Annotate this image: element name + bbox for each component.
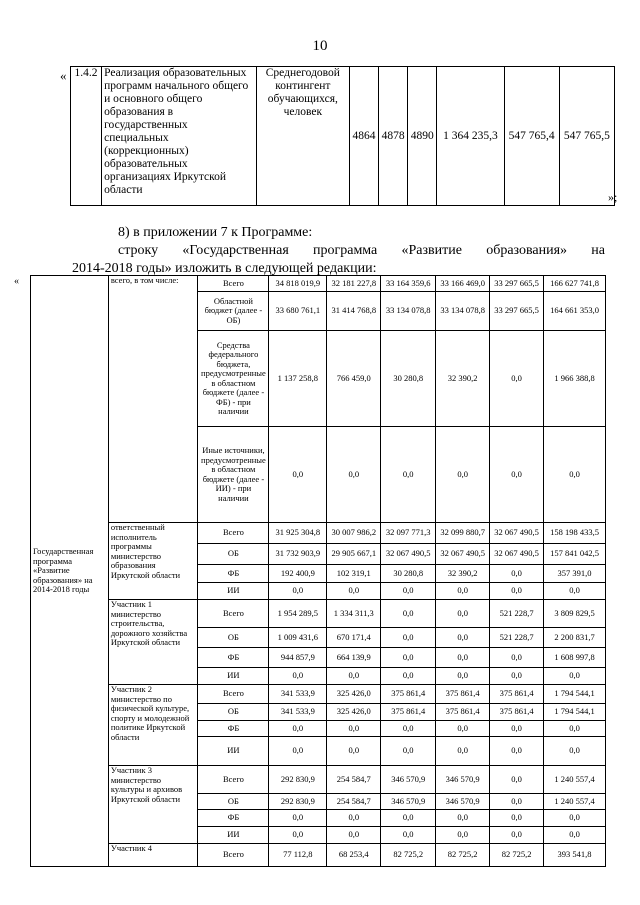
executor-cell: всего, в том числе: [108,276,198,523]
value-cell: 254 584,7 [327,766,381,794]
value-cell: 1 794 544,1 [544,685,606,704]
value-cell: 0,0 [436,628,490,648]
value-cell: 0,0 [436,737,490,766]
value-cell: 375 861,4 [436,685,490,704]
value-cell: 0,0 [269,427,327,523]
row-indicator: Среднегодовой контингент обучающихся, человек [256,67,349,206]
value-cell: 0,0 [490,721,544,737]
value-cell: 346 570,9 [436,794,490,810]
value-cell: 0,0 [490,583,544,600]
value-cell: 33 297 665,5 [490,292,544,331]
table-row [31,276,606,292]
value-cell: 346 570,9 [436,766,490,794]
indicator-cell: Всего [198,600,269,628]
value-cell: 0,0 [436,721,490,737]
top-table-close-quote: »; [608,190,618,204]
value-cell: 1 954 289,5 [269,600,327,628]
value-cell: 357 391,0 [544,565,606,583]
value-cell: 0,0 [490,648,544,668]
indicator-cell: Средства федерального бюджета, предусмотренные в областном бюджете (далее - ФБ) - при наличии [198,331,269,427]
value-cell: 0,0 [544,668,606,685]
indicator-cell: ОБ [198,794,269,810]
indicator-cell: Всего [198,523,269,544]
paragraph-line-1: строку «Государственная программа «Развитие образования» на [118,243,605,258]
value-cell: 0,0 [269,721,327,737]
value-cell: 33 134 078,8 [381,292,436,331]
value-cell: 0,0 [381,427,436,523]
value-cell: 346 570,9 [381,766,436,794]
row-value-6: 547 765,5 [559,67,614,206]
indicator-cell: Всего [198,276,269,292]
value-cell: 32 181 227,8 [327,276,381,292]
value-cell: 1 794 544,1 [544,704,606,721]
value-cell: 32 099 880,7 [436,523,490,544]
value-cell: 0,0 [436,583,490,600]
value-cell: 325 426,0 [327,685,381,704]
value-cell: 68 253,4 [327,844,381,867]
value-cell: 1 608 997,8 [544,648,606,668]
indicator-cell: ФБ [198,648,269,668]
value-cell: 33 166 469,0 [436,276,490,292]
indicator-cell: ОБ [198,704,269,721]
value-cell: 766 459,0 [327,331,381,427]
executor-cell: Участник 1 министерство строительства, дорожного хозяйства Иркутской области [108,600,198,685]
table-row [31,766,606,794]
row-value-5: 547 765,4 [504,67,559,206]
value-cell: 0,0 [490,827,544,844]
value-cell: 254 584,7 [327,794,381,810]
value-cell: 0,0 [269,668,327,685]
value-cell: 0,0 [381,600,436,628]
value-cell: 393 541,8 [544,844,606,867]
value-cell: 0,0 [544,737,606,766]
value-cell: 2 200 831,7 [544,628,606,648]
value-cell: 32 067 490,5 [436,544,490,565]
value-cell: 0,0 [436,668,490,685]
value-cell: 34 818 019,9 [269,276,327,292]
executor-cell: Участник 3 министерство культуры и архивов Иркутской области [108,766,198,844]
table-row [71,67,615,206]
row-name: Реализация образовательных программ начального общего и основного общего образования в государственных специальных (коррекционных) образовательных организациях Иркутской области [102,67,257,206]
value-cell: 31 925 304,8 [269,523,327,544]
value-cell: 0,0 [327,827,381,844]
row-value-4: 1 364 235,3 [437,67,504,206]
value-cell: 375 861,4 [490,704,544,721]
value-cell: 1 334 311,3 [327,600,381,628]
value-cell: 0,0 [381,721,436,737]
value-cell: 0,0 [327,668,381,685]
value-cell: 77 112,8 [269,844,327,867]
program-name-cell: Государственная программа «Развитие образования» на 2014-2018 годы [31,276,109,867]
value-cell: 0,0 [544,583,606,600]
value-cell: 0,0 [269,827,327,844]
value-cell: 0,0 [327,427,381,523]
value-cell: 33 164 359,6 [381,276,436,292]
value-cell: 0,0 [436,600,490,628]
value-cell: 158 198 433,5 [544,523,606,544]
value-cell: 1 966 388,8 [544,331,606,427]
value-cell: 0,0 [436,648,490,668]
value-cell: 944 857,9 [269,648,327,668]
main-table [30,275,606,867]
value-cell: 521 228,7 [490,600,544,628]
value-cell: 0,0 [269,737,327,766]
value-cell: 0,0 [544,721,606,737]
value-cell: 0,0 [269,583,327,600]
value-cell: 0,0 [436,810,490,827]
value-cell: 1 137 258,8 [269,331,327,427]
top-table [70,66,618,206]
value-cell: 375 861,4 [381,704,436,721]
value-cell: 0,0 [381,827,436,844]
value-cell: 0,0 [381,648,436,668]
value-cell: 30 280,8 [381,565,436,583]
indicator-cell: ФБ [198,810,269,827]
value-cell: 0,0 [490,565,544,583]
item-8-text: 8) в приложении 7 к Программе: [118,225,313,240]
row-value-3: 4890 [408,67,437,206]
executor-cell: ответственный исполнитель программы министерство образования Иркутской области [108,523,198,600]
value-cell: 102 319,1 [327,565,381,583]
value-cell: 0,0 [544,810,606,827]
value-cell: 33 680 761,1 [269,292,327,331]
value-cell: 32 067 490,5 [381,544,436,565]
value-cell: 0,0 [381,628,436,648]
value-cell: 166 627 741,8 [544,276,606,292]
value-cell: 31 414 768,8 [327,292,381,331]
top-table-open-quote: « [60,68,67,83]
indicator-cell: Всего [198,766,269,794]
value-cell: 29 905 667,1 [327,544,381,565]
value-cell: 0,0 [436,827,490,844]
main-table-open-quote: « [14,276,19,287]
value-cell: 30 007 986,2 [327,523,381,544]
value-cell: 375 861,4 [436,704,490,721]
value-cell: 1 240 557,4 [544,766,606,794]
value-cell: 0,0 [544,827,606,844]
value-cell: 192 400,9 [269,565,327,583]
indicator-cell: ИИ [198,827,269,844]
value-cell: 3 809 829,5 [544,600,606,628]
value-cell: 82 725,2 [436,844,490,867]
value-cell: 31 732 903,9 [269,544,327,565]
value-cell: 0,0 [381,737,436,766]
value-cell: 325 426,0 [327,704,381,721]
value-cell: 82 725,2 [490,844,544,867]
value-cell: 164 661 353,0 [544,292,606,331]
indicator-cell: Всего [198,844,269,867]
row-code: 1.4.2 [71,67,102,206]
indicator-cell: ФБ [198,565,269,583]
value-cell: 32 390,2 [436,331,490,427]
value-cell: 0,0 [327,721,381,737]
value-cell: 0,0 [381,810,436,827]
value-cell: 0,0 [327,810,381,827]
value-cell: 0,0 [490,766,544,794]
value-cell: 33 134 078,8 [436,292,490,331]
value-cell: 32 097 771,3 [381,523,436,544]
value-cell: 33 297 665,5 [490,276,544,292]
value-cell: 32 067 490,5 [490,544,544,565]
value-cell: 341 533,9 [269,685,327,704]
value-cell: 0,0 [381,583,436,600]
value-cell: 0,0 [490,794,544,810]
paragraph-line-2: 2014-2018 годы» изложить в следующей редакции: [72,261,377,276]
value-cell: 30 280,8 [381,331,436,427]
indicator-cell: ОБ [198,628,269,648]
value-cell: 292 830,9 [269,794,327,810]
value-cell: 0,0 [490,737,544,766]
indicator-cell: ФБ [198,721,269,737]
indicator-cell: Всего [198,685,269,704]
value-cell: 0,0 [269,810,327,827]
executor-cell: Участник 2 министерство по физической культуре, спорту и молодежной политике Иркутской области [108,685,198,766]
table-row [31,600,606,628]
value-cell: 0,0 [490,668,544,685]
value-cell: 0,0 [381,668,436,685]
value-cell: 1 009 431,6 [269,628,327,648]
indicator-cell: Областной бюджет (далее - ОБ) [198,292,269,331]
value-cell: 670 171,4 [327,628,381,648]
value-cell: 32 067 490,5 [490,523,544,544]
indicator-cell: ИИ [198,583,269,600]
value-cell: 157 841 042,5 [544,544,606,565]
value-cell: 375 861,4 [490,685,544,704]
indicator-cell: ИИ [198,668,269,685]
indicator-cell: ИИ [198,737,269,766]
page-number: 10 [312,38,328,54]
value-cell: 0,0 [327,583,381,600]
value-cell: 346 570,9 [381,794,436,810]
row-value-1: 4864 [350,67,379,206]
executor-cell: Участник 4 [108,844,198,867]
value-cell: 375 861,4 [381,685,436,704]
value-cell: 0,0 [436,427,490,523]
value-cell: 521 228,7 [490,628,544,648]
value-cell: 82 725,2 [381,844,436,867]
value-cell: 1 240 557,4 [544,794,606,810]
value-cell: 664 139,9 [327,648,381,668]
table-row [31,685,606,704]
value-cell: 0,0 [490,427,544,523]
value-cell: 0,0 [544,427,606,523]
value-cell: 0,0 [490,810,544,827]
value-cell: 292 830,9 [269,766,327,794]
value-cell: 32 390,2 [436,565,490,583]
indicator-cell: ОБ [198,544,269,565]
value-cell: 0,0 [327,737,381,766]
table-row [31,523,606,544]
value-cell: 341 533,9 [269,704,327,721]
row-value-2: 4878 [379,67,408,206]
indicator-cell: Иные источники, предусмотренные в областном бюджете (далее - ИИ) - при наличии [198,427,269,523]
value-cell: 0,0 [490,331,544,427]
table-row [31,844,606,867]
